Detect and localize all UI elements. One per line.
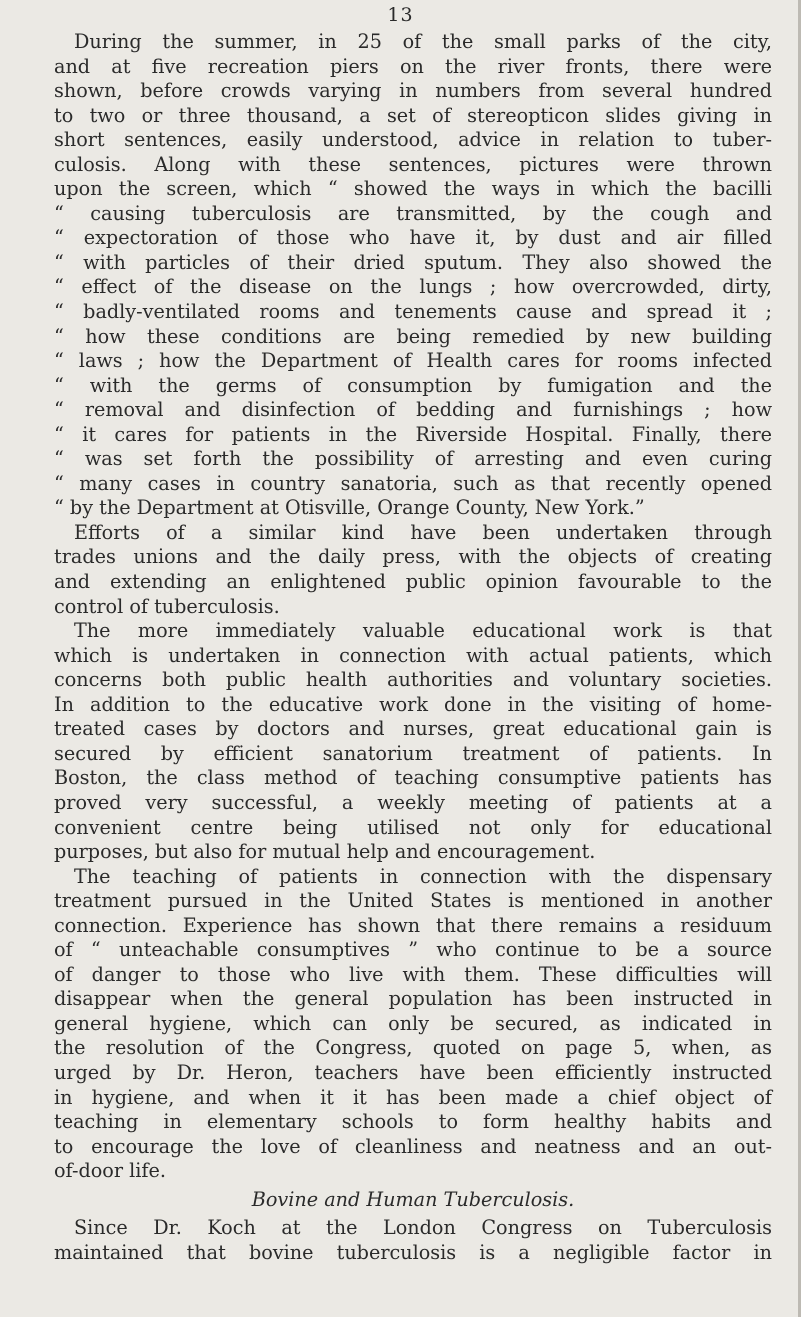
text-line: treatment pursued in the United States is mentioned in another — [54, 889, 772, 913]
text-line: trades unions and the daily press, with the objects of creating — [54, 545, 772, 569]
text-line: convenient centre being utilised not only for educational — [54, 815, 772, 839]
text-line: disappear when the general population has been instructed in — [54, 987, 772, 1011]
text-line: “ many cases in country sanatoria, such as that recently opened — [54, 471, 772, 495]
text-line: secured by efficient sanatorium treatment of patients. In — [54, 741, 772, 765]
text-line: shown, before crowds varying in numbers from several hundred — [54, 79, 772, 103]
body-text — [54, 30, 772, 1265]
text-line: “ removal and disinfection of bedding and furnishings ; how — [54, 398, 772, 422]
text-line: Efforts of a similar kind have been undertaken through — [74, 520, 772, 544]
text-line: “ effect of the disease on the lungs ; how overcrowded, dirty, — [54, 275, 772, 299]
text-line: “ badly-ventilated rooms and tenements cause and spread it ; — [54, 300, 772, 324]
text-line: which is undertaken in connection with actual patients, which — [54, 643, 772, 667]
text-line: culosis. Along with these sentences, pictures were thrown — [54, 152, 772, 176]
text-line: “ by the Department at Otisville, Orange County, New York.” — [54, 496, 645, 520]
text-line: general hygiene, which can only be secured, as indicated in — [54, 1011, 772, 1035]
text-line: purposes, but also for mutual help and encouragement. — [54, 840, 596, 864]
text-line: concerns both public health authorities and voluntary societies. — [54, 668, 772, 692]
page-number: 13 — [387, 4, 414, 26]
text-line: urged by Dr. Heron, teachers have been efficiently instructed — [54, 1060, 772, 1084]
text-line: upon the screen, which “ showed the ways in which the bacilli — [54, 177, 772, 201]
text-line: treated cases by doctors and nurses, great educational gain is — [54, 717, 772, 741]
text-line: and at five recreation piers on the river fronts, there were — [54, 54, 772, 78]
text-line: control of tuberculosis. — [54, 594, 280, 618]
text-line: Boston, the class method of teaching consumptive patients has — [54, 766, 772, 790]
text-line: in hygiene, and when it it has been made a chief object of — [54, 1085, 772, 1109]
text-line: “ with particles of their dried sputum. They also showed the — [54, 250, 772, 274]
text-line: “ expectoration of those who have it, by dust and air filled — [54, 226, 772, 250]
text-line: short sentences, easily understood, advice in relation to tuber- — [54, 128, 772, 152]
text-line: “ it cares for patients in the Riverside Hospital. Finally, there — [54, 422, 772, 446]
text-line: and extending an enlightened public opinion favourable to the — [54, 570, 772, 594]
text-line: to encourage the love of cleanliness and neatness and an out- — [54, 1134, 772, 1158]
text-line: The teaching of patients in connection with the dispensary — [74, 864, 772, 888]
text-line: of danger to those who live with them. These difficulties will — [54, 962, 772, 986]
text-line: Since Dr. Koch at the London Congress on Tuberculosis — [74, 1216, 772, 1240]
text-line: maintained that bovine tuberculosis is a negligible factor in — [54, 1240, 772, 1264]
text-line: “ how these conditions are being remedied by new building — [54, 324, 772, 348]
text-line: “ with the germs of consumption by fumigation and the — [54, 373, 772, 397]
text-line: connection. Experience has shown that there remains a residuum — [54, 913, 772, 937]
text-line: teaching in elementary schools to form healthy habits and — [54, 1110, 772, 1134]
closing-paragraph — [54, 1216, 772, 1265]
section-heading: Bovine and Human Tuberculosis. — [251, 1187, 575, 1211]
text-line: The more immediately valuable educational work is that — [74, 619, 772, 643]
text-line: the resolution of the Congress, quoted on page 5, when, as — [54, 1036, 772, 1060]
paragraphs — [54, 30, 772, 1184]
text-line: of-door life. — [54, 1159, 166, 1183]
text-line: to two or three thousand, a set of stereopticon slides giving in — [54, 103, 772, 127]
text-line: proved very successful, a weekly meeting of patients at a — [54, 790, 772, 814]
text-line: “ was set forth the possibility of arresting and even curing — [54, 447, 772, 471]
text-line: of “ unteachable consumptives ” who continue to be a source — [54, 938, 772, 962]
text-line: In addition to the educative work done in the visiting of home- — [54, 692, 772, 716]
text-line: “ laws ; how the Department of Health cares for rooms infected — [54, 349, 772, 373]
text-line: During the summer, in 25 of the small parks of the city, — [74, 30, 772, 53]
text-line: “ causing tuberculosis are transmitted, by the cough and — [54, 201, 772, 225]
